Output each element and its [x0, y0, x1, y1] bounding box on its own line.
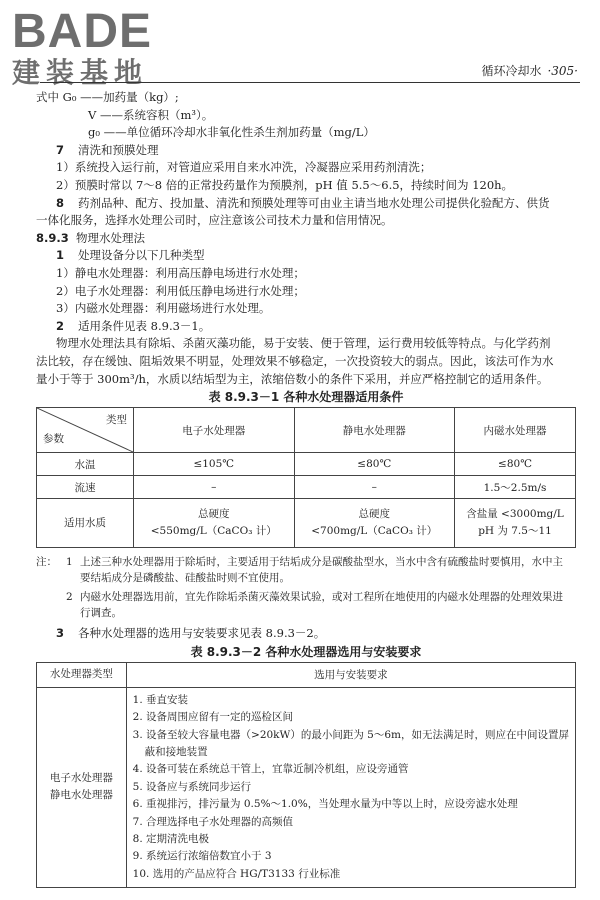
- paragraph-text: 药剂品种、配方、投加量、清洗和预膜处理等可由业主请当地水处理公司提供化验配方、供货: [78, 195, 550, 210]
- formula-def: V ——系统容积（m³）。: [88, 107, 214, 122]
- requirement-item: 5. 设备应与系统同步运行: [132, 780, 252, 793]
- requirement-item: 2. 设备周围应留有一定的巡检区间: [132, 711, 294, 724]
- list-item: 1）静电水处理器：利用高压静电场进行水处理；: [56, 265, 305, 280]
- cell-line: pH 为 7.5～11: [478, 525, 552, 538]
- corner-top-label: 类型: [106, 414, 127, 427]
- note-text: 内磁水处理器选用前，宜先作除垢杀菌灭藻效果试验，或对工程所在地使用的内磁水处理器的处理效果进: [80, 591, 563, 604]
- logo: [12, 5, 153, 89]
- requirement-item: 7. 合理选择电子水处理器的高频值: [132, 815, 294, 828]
- requirement-item: 3. 设备至较大容量电器（>20kW）的最小间距为 5～6m，如无法满足时，则应在中间设置屏: [132, 728, 569, 741]
- note-text: 行调查。: [80, 607, 122, 620]
- page-content: [36, 89, 576, 888]
- table-cell: [294, 499, 455, 548]
- table-cell: ≤80℃: [455, 453, 576, 476]
- sub-title: 各种水处理器的选用与安装要求见表 8.9.3－2。: [78, 626, 326, 641]
- column-header: 电子水处理器: [134, 408, 295, 453]
- formula-def: g₀ ——单位循环冷却水非氧化性杀生剂加药量（mg/L）: [88, 125, 375, 140]
- running-title: 循环冷却水: [481, 64, 542, 78]
- cell-line: 含盐量 <3000mg/L: [466, 508, 564, 521]
- list-item: 3）内磁水处理器：利用磁场进行水处理。: [56, 301, 271, 316]
- table-cell: –: [134, 476, 295, 499]
- table-2-caption: 表 8.9.3－2 各种水处理器选用与安装要求: [190, 644, 422, 659]
- column-header: 选用与安装要求: [126, 662, 575, 687]
- sub-heading: [36, 247, 576, 265]
- sub-title: 适用条件见表 8.9.3－1。: [78, 318, 211, 333]
- paragraph-text: 物理水处理法具有除垢、杀菌灭藻功能，易于安装、便于管理，运行费用较低等特点。与化学药剂: [56, 336, 551, 351]
- table-cell: [455, 499, 576, 548]
- cell-line: 总硬度: [198, 508, 230, 521]
- cell-line: <550mg/L（CaCO₃ 计）: [150, 525, 277, 538]
- column-header: 静电水处理器: [294, 408, 455, 453]
- requirement-item: 9. 系统运行浓缩倍数宜小于 3: [132, 850, 272, 863]
- table-cell: [134, 499, 295, 548]
- table-row: [37, 499, 576, 548]
- note-label: 注：: [36, 556, 57, 569]
- requirement-item: 8. 定期清洗电极: [132, 832, 210, 845]
- table-row: [37, 687, 576, 887]
- table-2: [36, 662, 576, 888]
- row-header: 水温: [37, 453, 134, 476]
- section-title: 清洗和预膜处理: [78, 142, 159, 157]
- requirement-item: 1. 垂直安装: [132, 693, 189, 706]
- corner-bottom-label: 参数: [43, 433, 64, 446]
- list-item: 1）系统投入运行前，对管道应采用自来水冲洗，冷凝器应采用药剂清洗；: [56, 160, 432, 175]
- requirements-cell: [126, 687, 575, 887]
- table-notes: [36, 554, 576, 621]
- cell-line: 静电水处理器: [49, 789, 113, 802]
- logo-text-en: BADE: [12, 5, 153, 58]
- paragraph-text: 法比较，存在缓蚀、阻垢效果不明显，处理效果不够稳定，一次投资较大的弱点。因此，该法可作为水: [36, 353, 554, 368]
- section-title: 物理水处理法: [76, 230, 145, 245]
- requirement-item: 6. 重视排污，排污量为 0.5%～1.0%，当处理水量为中等以上时，应设旁滤水处理: [132, 798, 518, 811]
- table-cell: –: [294, 476, 455, 499]
- cell-line: 电子水处理器: [49, 772, 113, 785]
- section-number: 8: [56, 195, 65, 210]
- note-text: 要结垢成分是磷酸盐、硅酸盐时则不宜使用。: [80, 572, 290, 585]
- table-row: [37, 476, 576, 499]
- requirement-item: 4. 设备可装在系统总干管上，宜靠近制冷机组，应设旁通管: [132, 763, 409, 776]
- page-number: ·305·: [547, 64, 578, 78]
- corner-cell: [37, 408, 134, 453]
- cell-line: 总硬度: [358, 508, 390, 521]
- section-number: 8.9.3: [36, 230, 69, 245]
- paragraph-text: 一体化服务，选择水处理公司时，应注意该公司技术力量和信用情况。: [36, 213, 393, 228]
- row-header: [37, 687, 127, 887]
- column-header: 内磁水处理器: [455, 408, 576, 453]
- sub-heading: [36, 318, 576, 336]
- table-cell: ≤80℃: [294, 453, 455, 476]
- list-item: 2）预膜时常以 7～8 倍的正常投药量作为预膜剂，pH 值 5.5～6.5，持续时间为 120h。: [56, 177, 514, 192]
- section-number: 1: [56, 248, 65, 263]
- logo-text-cn: 建装基地: [12, 56, 149, 89]
- requirement-item: 蔽和接地装置: [144, 745, 208, 758]
- row-header: 适用水质: [37, 499, 134, 548]
- formula-def: 式中 G₀ ——加药量（kg）;: [36, 90, 179, 104]
- section-number: 3: [56, 626, 65, 641]
- section-893-heading: [36, 230, 576, 248]
- note-number: 1: [66, 556, 73, 569]
- section-8-paragraph: [36, 195, 576, 213]
- sub-title: 处理设备分以下几种类型: [78, 248, 205, 263]
- header-rule: [40, 82, 580, 83]
- table-1: [36, 407, 576, 548]
- section-number: 2: [56, 318, 65, 333]
- sub-heading: [36, 625, 576, 643]
- section-7-heading: [36, 142, 576, 160]
- table-row: [37, 453, 576, 476]
- requirement-item: 10. 选用的产品应符合 HG/T3133 行业标准: [132, 867, 341, 880]
- table-cell: 1.5～2.5m/s: [455, 476, 576, 499]
- row-header: 流速: [37, 476, 134, 499]
- table-cell: ≤105℃: [134, 453, 295, 476]
- running-header: [481, 62, 578, 79]
- cell-line: <700mg/L（CaCO₃ 计）: [311, 525, 438, 538]
- table-1-caption: 表 8.9.3－1 各种水处理器适用条件: [208, 390, 404, 405]
- paragraph-text: 量小于等于 300m³/h，水质以结垢型为主，浓缩倍数小的条件下采用，并应严格控制它的适用条件。: [36, 371, 549, 386]
- list-item: 2）电子水处理器：利用低压静电场进行水处理；: [56, 283, 305, 298]
- column-header: 水处理器类型: [37, 662, 127, 687]
- note-text: 上述三种水处理器用于除垢时，主要适用于结垢成分是碳酸盐型水，当水中含有硫酸盐时要慎用，水中主: [80, 556, 563, 569]
- section-number: 7: [56, 142, 65, 157]
- note-number: 2: [66, 591, 73, 604]
